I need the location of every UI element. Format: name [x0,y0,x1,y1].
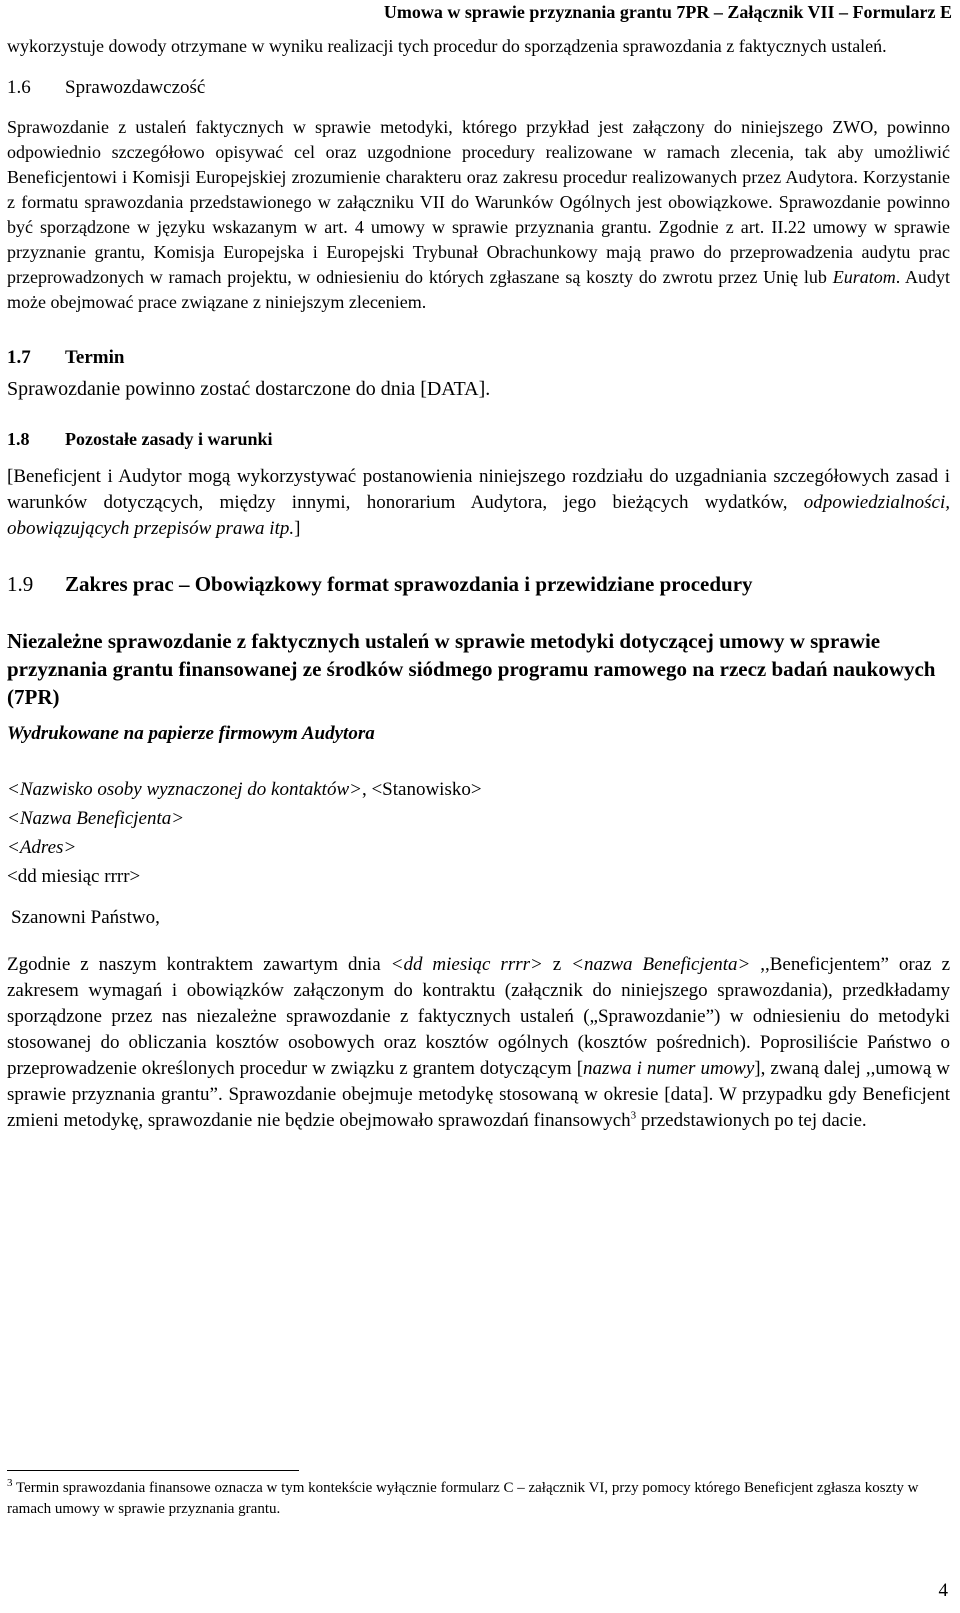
date-placeholder: <dd miesiąc rrrr> [390,954,543,975]
agreement-placeholder: nazwa i numer umowy [583,1058,755,1079]
section-title: Sprawozdawczość [65,77,206,98]
section-1-6-body [7,115,950,315]
address-line-beneficiary: <Nazwa Beneficjenta> [7,808,185,829]
body-text: [Beneficjent i Audytor mogą wykorzystywać postanowienia niniejszego rozdziału do uzgadniania szczegółowych zasad i warunków dotyczących, między innymi, honorarium Audytora, jego bieżących wydatków, [7,466,950,513]
beneficiary-placeholder: <nazwa Beneficjenta> [571,954,751,975]
letterhead-note: Wydrukowane na papierze firmowym Audytora [7,723,375,744]
address-line-contact [7,775,950,804]
contact-placeholder: <Nazwisko osoby wyznaczonej do kontaktów> [7,779,362,800]
text: Zgodnie z naszym kontraktem zawartym dnia [7,954,391,975]
body-text-end: . Audyt może obejmować prace związane z niniejszym zleceniem. [7,267,950,312]
section-number: 1.6 [7,77,31,98]
salutation: Szanowni Państwo, [11,907,160,928]
body-text-end: ] [294,518,301,539]
footnote-reference: 3 [630,1109,637,1122]
section-number: 1.8 [7,429,30,449]
section-1-8-body [7,464,950,542]
address-separator: , [361,779,372,800]
text: ,,Beneficjentem” oraz z zakresem wymagań i obowiązków załączonym do kontraktu (załącznik do niniejszego sprawozdania), przedkładamy sporządzone przez nas niezależne sprawozdanie z faktycznych ustaleń („Sprawozdanie”) w odniesieniu do metodyki stosowanej do obliczania kosztów osobowych oraz kosztów ogólnych (kosztów pośrednich). Poprosiliście Państwo o przeprowadzenie określonych procedur w związku z grantem dotyczącym [ [7,954,950,1079]
section-title: Pozostałe zasady i warunki [65,429,273,449]
section-1-7-heading [7,347,950,369]
section-title: Zakres prac – Obowiązkowy format sprawozdania i przewidziane procedury [65,572,753,596]
text: przedstawionych po tej dacie. [636,1110,867,1131]
address-line-date: <dd miesiąc rrrr> [7,866,141,887]
text: ], zwaną dalej ,,umową w sprawie przyznania grantu”. Sprawozdanie obejmuje metodykę stosowaną w okresie [data]. W przypadku gdy Beneficjent zmieni metodykę, sprawozdanie nie będzie obejmowało sprawozdań finansowych [7,1058,950,1131]
footnote [7,1478,920,1520]
page-number: 4 [938,1580,948,1601]
section-1-8-heading [7,429,950,450]
section-1-6-heading [7,77,950,99]
footnote-text: Termin sprawozdania finansowe oznacza w tym kontekście wyłącznie formularz C – załącznik VI, przy pomocy którego Beneficjent zgłasza koszty w ramach umowy w sprawie przyznania grantu. [7,1480,919,1517]
section-number: 1.9 [7,572,34,596]
body-italic-text: odpowiedzialności, obowiązujących przepisów prawa itp. [7,492,950,539]
report-paragraph [7,952,950,1134]
section-title: Termin [65,347,125,368]
body-text: Sprawozdanie z ustaleń faktycznych w sprawie metodyki, którego przykład jest załączony do niniejszego ZWO, powinno odpowiednio szczegółowo opisywać cel oraz uzgodnione procedury realizowane w ramach zlecenia, tak aby umożliwić Beneficjentowi i Komisji Europejskiej zrozumienie charakteru oraz zakresu procedur realizowanych przez Audytora. Korzystanie z formatu sprawozdania przedstawionego w załączniku VII do Warunków Ogólnych jest obowiązkowe. Sprawozdanie powinno być sporządzone w języku wskazanym w art. 4 umowy w sprawie przyznania grantu. Zgodnie z art. II.22 umowy w sprawie przyznanie grantu, Komisja Europejska i Europejski Trybunał Obrachunkowy mają prawo do przeprowadzenia audytu prac przeprowadzonych w ramach projektu, w odniesieniu do których zgłaszane są koszty do zwrotu przez Unię lub [7,117,950,287]
section-number: 1.7 [7,347,31,368]
text: z [542,954,572,975]
section-1-7-body: Sprawozdanie powinno zostać dostarczone do dnia [DATA]. [7,378,491,400]
report-title: Niezależne sprawozdanie z faktycznych ustaleń w sprawie metodyki dotyczącej umowy w sprawie przyznania grantu finansowanej ze środków siódmego programu ramowego na rzecz badań naukowych (7PR) [7,629,936,709]
document-body [7,34,950,1134]
footnote-divider [7,1470,299,1471]
address-line-address: <Adres> [7,837,77,858]
footnote-mark: 3 [7,1477,13,1489]
euratom-text: Euratom [832,267,896,287]
section-1-9-heading [7,572,950,597]
position-placeholder: <Stanowisko> [371,779,482,800]
running-header: Umowa w sprawie przyznania grantu 7PR – Załącznik VII – Formularz E [383,2,952,22]
address-block [7,775,950,891]
intro-paragraph: wykorzystuje dowody otrzymane w wyniku realizacji tych procedur do sporządzenia sprawozdania z faktycznych ustaleń. [7,36,887,56]
